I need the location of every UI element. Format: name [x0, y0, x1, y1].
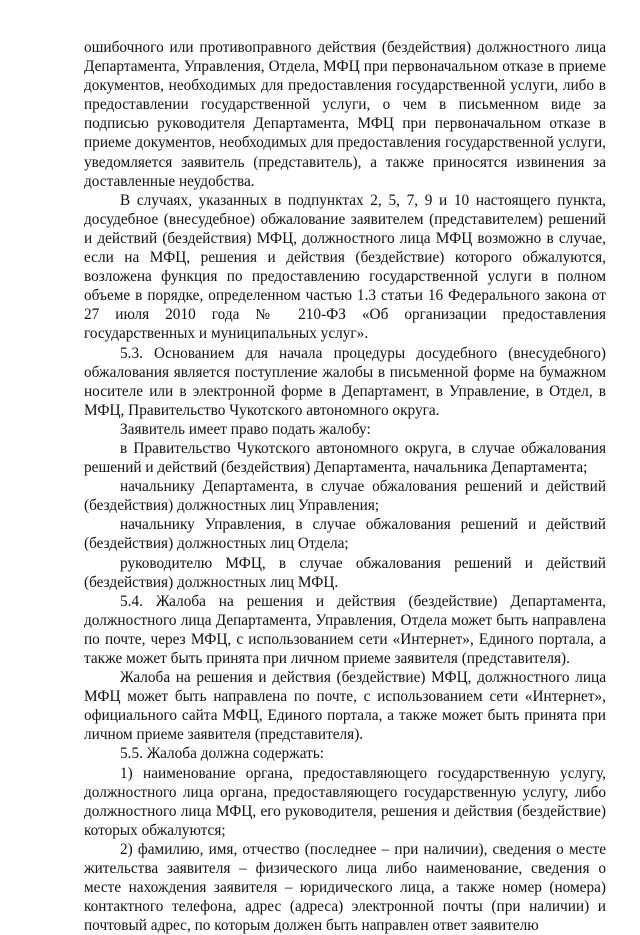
paragraph-3: 5.3. Основанием для начала процедуры досудебного (внесудебного) обжалования является поступление жалобы в письменной форме на бумажном носителе или в электронной форме в Департамент, в Управление, в Отдел, в МФЦ, Правительство Чукотского автономного округа. — [84, 344, 606, 419]
paragraph-13: 2) фамилию, имя, отчество (последнее – при наличии), сведения о месте жительства заявителя – физического лица либо наименование, сведения о месте нахождения заявителя – юридического лица, а также номер (номера) контактного телефона, адрес (адреса) электронной почты (при наличии) и почтовый адрес, по которым должен быть направлен ответ заявителю — [84, 840, 606, 935]
paragraph-12: 1) наименование органа, предоставляющего государственную услугу, должностного лица органа, предоставляющего государственную услугу, либо должностного лица МФЦ, его руководителя, решения и действия (бездействие) которых обжалуются; — [84, 764, 606, 839]
paragraph-6: начальнику Департамента, в случае обжалования решений и действий (бездействия) должностных лиц Управления; — [84, 478, 606, 515]
paragraph-5: в Правительство Чукотского автономного округа, в случае обжалования решений и действий (бездействия) Департамента, начальника Департамента; — [84, 439, 606, 477]
paragraph-1: ошибочного или противоправного действия (бездействия) должностного лица Департамента, Управления, Отдела, МФЦ при первоначальном отказе в приеме документов, необходимых для предоставления государственной услуги, либо в предоставлении государственной услуги, о чем в письменном виде за подписью руководителя Департамента, МФЦ при первоначальном отказе в приеме документов, необходимых для предоставления государственной услуги, уведомляется заявитель (представитель), а также приносятся извинения за доставленные неудобства. — [84, 39, 606, 190]
paragraph-4: Заявитель имеет право подать жалобу: — [120, 420, 371, 438]
paragraph-7: начальнику Управления, в случае обжалования решений и действий (бездействия) должностных лиц Отдела; — [84, 516, 606, 553]
paragraph-10: Жалоба на решения и действия (бездействие) МФЦ, должностного лица МФЦ может быть направлена по почте, с использованием сети «Интернет», официального сайта МФЦ, Единого портала, а также может быть принята при личном приеме заявителя (представителя). — [84, 669, 606, 744]
paragraph-11: 5.5. Жалоба должна содержать: — [120, 745, 325, 763]
paragraph-2: В случаях, указанных в подпунктах 2, 5, 7, 9 и 10 настоящего пункта, досудебное (внесудебное) обжалование заявителем (представителем) решений и действий (бездействия) МФЦ, должностного лица МФЦ возможно в случае, если на МФЦ, решения и действия (бездействие) которого обжалуются, возложена функция по предоставлению государственной услуги в полном объеме в порядке, определенном частью 1.3 статьи 16 Федерального закона от 27 июля 2010 года № 210-ФЗ «Об организации предоставления государственных и муниципальных услуг». — [84, 191, 606, 343]
document-page — [84, 38, 606, 935]
paragraph-8: руководителю МФЦ, в случае обжалования решений и действий (бездействия) должностных лиц МФЦ. — [84, 554, 606, 591]
paragraph-9: 5.4. Жалоба на решения и действия (бездействие) Департамента, должностного лица Департамента, Управления, Отдела может быть направлена по почте, через МФЦ, с использованием сети «Интернет», Единого портала, а также может быть принята при личном приеме заявителя (представителя). — [84, 592, 606, 667]
